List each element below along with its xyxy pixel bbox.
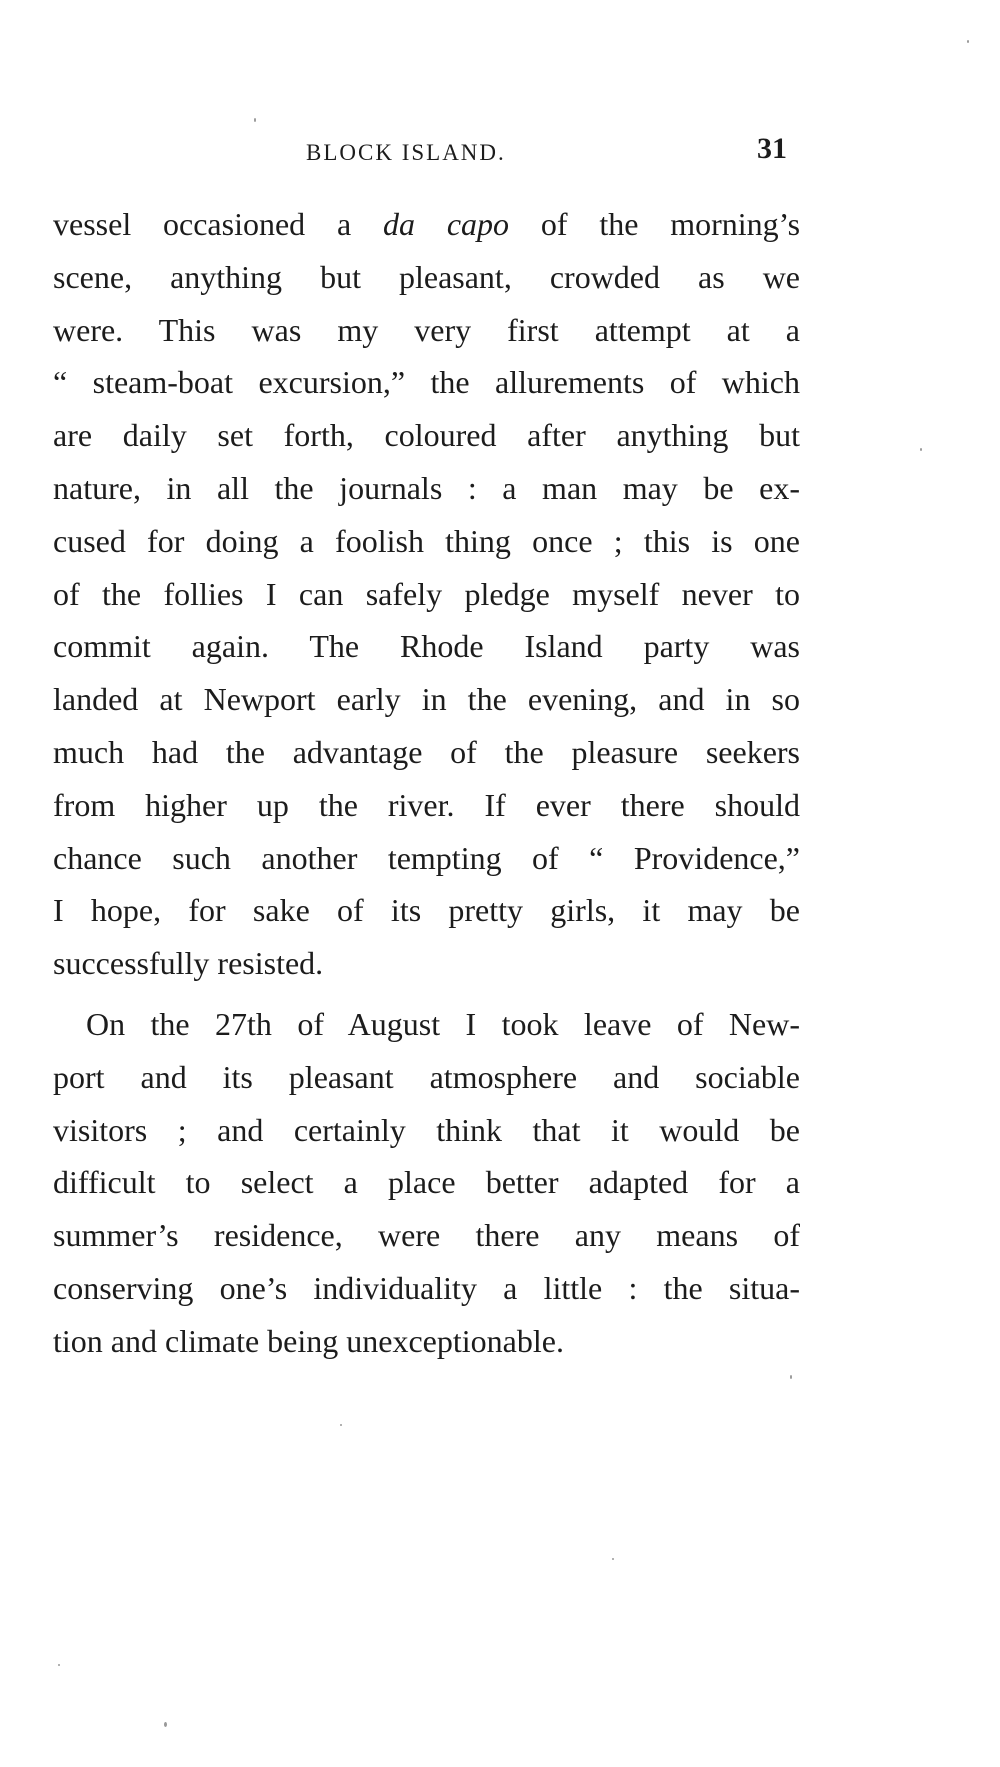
- scan-speck: [790, 1375, 792, 1379]
- text-line: I hope, for sake of its pretty girls, it may be: [53, 892, 800, 929]
- text-line: chance such another tempting of “ Providence,”: [53, 839, 800, 876]
- text-line: scene, anything but pleasant, crowded as we: [53, 258, 800, 295]
- scan-speck: [920, 448, 922, 451]
- text-line: port and its pleasant atmosphere and sociable: [53, 1058, 800, 1095]
- italic-phrase: da capo: [383, 206, 510, 242]
- text-line: from higher up the river. If ever there should: [53, 786, 800, 823]
- text-line: much had the advantage of the pleasure seekers: [53, 733, 800, 770]
- text-line: landed at Newport early in the evening, and in so: [53, 681, 800, 718]
- scan-speck: [612, 1558, 614, 1560]
- text-line: of the follies I can safely pledge myself never to: [53, 575, 800, 612]
- text-line: conserving one’s individuality a little : the situa-: [53, 1269, 800, 1306]
- text-line: visitors ; and certainly think that it would be: [53, 1111, 800, 1148]
- text-line: cused for doing a foolish thing once ; this is one: [53, 522, 800, 559]
- text-line: were. This was my very first attempt at a: [53, 311, 800, 348]
- running-title: BLOCK ISLAND.: [306, 140, 506, 165]
- text-line: successfully resisted.: [53, 945, 324, 982]
- text-segment: of the morning’s: [509, 206, 800, 242]
- paragraph-gap: [53, 990, 800, 998]
- scan-speck: [254, 118, 256, 122]
- text-line: On the 27th of August I took leave of New-: [86, 1005, 800, 1042]
- text-line: are daily set forth, coloured after anything but: [53, 417, 800, 454]
- text-line: commit again. The Rhode Island party was: [53, 628, 800, 665]
- text-line: tion and climate being unexceptionable.: [53, 1322, 564, 1359]
- text-line: “ steam-boat excursion,” the allurements of which: [53, 364, 800, 401]
- body-text: [53, 198, 800, 1368]
- text-line: nature, in all the journals : a man may be ex-: [53, 469, 800, 506]
- page-number: 31: [757, 132, 787, 165]
- text-segment: vessel occasioned a: [53, 206, 384, 242]
- running-head: [0, 132, 1000, 172]
- scan-speck: [58, 1664, 60, 1666]
- text-line: difficult to select a place better adapted for a: [53, 1164, 800, 1201]
- scan-speck: [340, 1424, 342, 1426]
- paragraph-2: [53, 998, 800, 1368]
- text-line: [53, 198, 800, 251]
- scan-speck: [164, 1722, 167, 1727]
- scan-speck: [967, 40, 969, 43]
- text-line: summer’s residence, were there any means of: [53, 1217, 800, 1254]
- paragraph-1: [53, 198, 800, 990]
